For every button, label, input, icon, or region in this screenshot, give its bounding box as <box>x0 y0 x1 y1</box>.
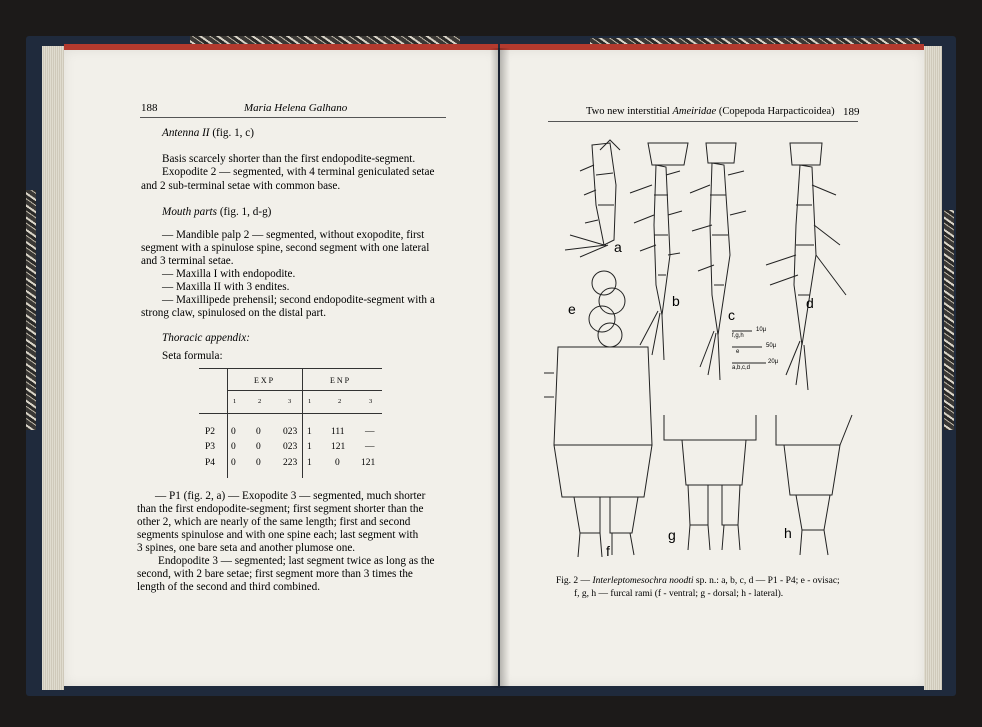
figure-label: h <box>784 525 792 541</box>
table-subhead: 2 <box>258 398 262 405</box>
left-running-head: Maria Helena Galhano <box>244 102 348 114</box>
running-head-pre: Two new interstitial <box>586 106 670 117</box>
table-cell: 0 <box>231 442 236 452</box>
antenna-line: and 2 sub-terminal setae with common base. <box>141 180 341 192</box>
drawing-g-furca-dorsal <box>664 415 756 550</box>
table-subhead: 3 <box>369 398 373 405</box>
seta-formula-table <box>199 368 382 478</box>
figure-label: g <box>668 527 676 543</box>
table-subhead: 3 <box>288 398 292 405</box>
table-group-divider <box>302 368 303 478</box>
drawing-a-p1 <box>565 140 620 257</box>
marbled-endpaper-left <box>26 190 36 430</box>
figure-label: e <box>568 301 576 317</box>
figure-2-drawings <box>540 135 858 570</box>
endo-line: Endopodite 3 — segmented; last segment twice as long as the <box>158 555 435 567</box>
mouth-line: segment with a spinulose spine, second segment with one lateral <box>141 242 430 254</box>
table-cell: 0 <box>231 427 236 437</box>
table-cell: 0 <box>231 458 236 468</box>
book-gutter <box>490 48 510 688</box>
mouth-heading-line <box>162 207 271 218</box>
antenna-figure-ref: (fig. 1, c) <box>212 127 254 139</box>
figure-label: d <box>806 295 814 311</box>
drawing-b-p2 <box>630 143 688 360</box>
mouth-line: strong claw, spinulosed on the distal part. <box>141 307 327 319</box>
antenna-line: Basis scarcely shorter than the first endopodite-segment. <box>162 153 416 165</box>
mouth-line: — Maxillipede prehensil; second endopodite-segment with a <box>162 294 435 306</box>
running-head-family: Ameiridae <box>672 106 717 117</box>
table-group-rule <box>227 390 382 391</box>
right-running-head <box>586 106 835 117</box>
figure-label: a <box>614 239 622 255</box>
figure-label: c <box>728 307 735 323</box>
table-cell: 1 <box>307 427 312 437</box>
figure-2 <box>540 135 858 570</box>
page-stack-left <box>42 46 64 690</box>
left-header-rule <box>140 117 446 118</box>
table-cell: 121 <box>331 442 346 452</box>
table-cell: 0 <box>256 458 261 468</box>
table-cell: 023 <box>283 442 298 452</box>
table-cell: 0 <box>335 458 340 468</box>
drawing-d-p4 <box>766 143 846 390</box>
antenna-line: Exopodite 2 — segmented, with 4 terminal geniculated setae <box>162 166 435 178</box>
table-cell: 1 <box>307 458 312 468</box>
mouth-line: — Maxilla II with 3 endites. <box>162 281 290 293</box>
mouth-line: — Mandible palp 2 — segmented, without exopodite, first <box>162 229 425 241</box>
figure-caption-line-2: f, g, h — furcal rami (f - ventral; g - dorsal; h - lateral). <box>574 589 784 599</box>
right-page-number: 189 <box>843 106 860 118</box>
mouth-line: and 3 terminal setae. <box>141 255 234 267</box>
drawing-f-furca-ventral <box>544 347 652 557</box>
mouth-heading: Mouth parts <box>162 206 218 218</box>
endo-line: length of the second and third combined. <box>137 581 320 593</box>
table-subhead: 1 <box>233 398 237 405</box>
table-cell: 1 <box>307 442 312 452</box>
right-header-rule <box>548 121 858 122</box>
table-row-label: P2 <box>205 427 216 437</box>
marbled-endpaper-right <box>944 210 954 430</box>
seta-formula-heading: Seta formula: <box>162 350 223 362</box>
scale-label: 20µ <box>768 359 779 365</box>
table-label-divider <box>227 368 228 478</box>
antenna-heading: Antenna II <box>162 127 210 139</box>
scale-label: a,b,c,d <box>732 365 751 371</box>
table-cell: 223 <box>283 458 298 468</box>
table-cell: 0 <box>256 442 261 452</box>
scale-label: f,g,h <box>732 333 744 339</box>
scale-label: e <box>736 349 740 355</box>
table-row-label: P4 <box>205 458 216 468</box>
table-group-enp: ENP <box>330 376 352 385</box>
p1-line: — P1 (fig. 2, a) — Exopodite 3 — segmented, much shorter <box>155 490 426 502</box>
table-cell: 0 <box>256 427 261 437</box>
thoracic-heading: Thoracic appendix: <box>162 332 250 344</box>
table-cell: 023 <box>283 427 298 437</box>
drawing-c-p3 <box>690 143 746 380</box>
table-cell: 111 <box>331 427 345 437</box>
figure-label: b <box>672 293 680 309</box>
drawing-e-ovisac <box>589 271 625 347</box>
left-page-number: 188 <box>141 102 158 114</box>
p1-line: 3 spines, one bare seta and another plumose one. <box>137 542 356 554</box>
page-stack-right <box>924 46 942 690</box>
scale-label: 10µ <box>756 327 767 333</box>
caption-rest: sp. n.: a, b, c, d — P1 - P4; e - ovisac; <box>695 576 840 586</box>
mouth-line: — Maxilla I with endopodite. <box>162 268 296 280</box>
table-subhead: 1 <box>308 398 312 405</box>
table-group-exp: EXP <box>254 376 276 385</box>
figure-label: f <box>606 543 610 559</box>
running-head-post: (Copepoda Harpacticoidea) <box>718 106 835 117</box>
mouth-figure-ref: (fig. 1, d-g) <box>219 206 272 218</box>
p1-line: than the first endopodite-segment; first segment shorter than the <box>137 503 424 515</box>
figure-caption-line-1 <box>556 577 840 587</box>
p1-line: segments spinulose and with one spine each; last segment with <box>137 529 419 541</box>
table-cell: 121 <box>361 458 376 468</box>
scale-label: 50µ <box>766 343 777 349</box>
caption-species: Interleptomesochra noodti <box>592 576 694 586</box>
endo-line: second, with 2 bare setae; first segment more than 3 times the <box>137 568 413 580</box>
antenna-heading-line <box>162 128 254 139</box>
caption-prefix: Fig. 2 — <box>556 576 591 586</box>
table-cell: — <box>365 442 375 452</box>
table-row-label: P3 <box>205 442 216 452</box>
table-cell: — <box>365 427 375 437</box>
p1-line: other 2, which are nearly of the same length; first and second <box>137 516 411 528</box>
table-subhead: 2 <box>338 398 342 405</box>
